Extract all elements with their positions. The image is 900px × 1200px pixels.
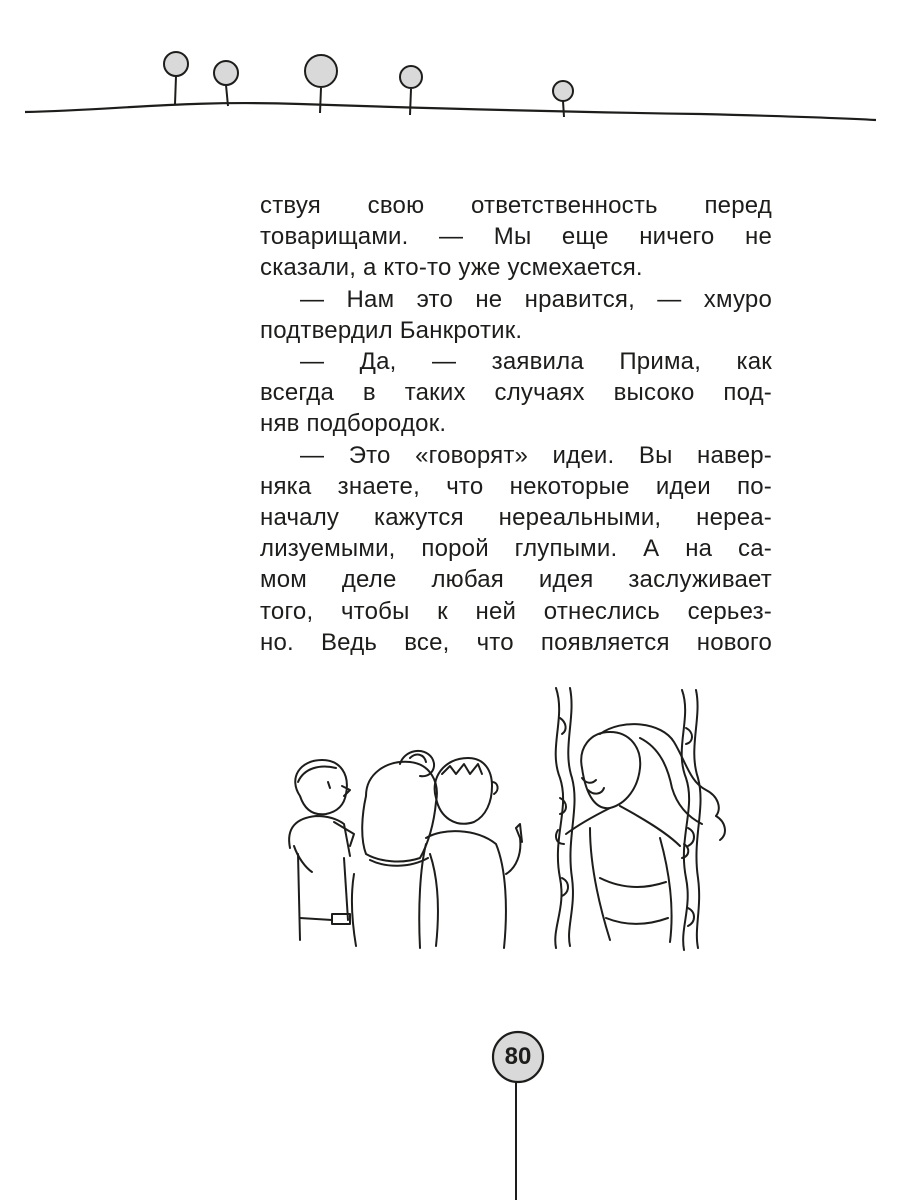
text-line: сказали, а кто-то уже усмехается. — [260, 254, 643, 282]
tree-line-icon — [0, 0, 900, 140]
swing-vines — [555, 688, 700, 950]
boy-left-figure — [289, 760, 354, 940]
text-line: того, чтобы к ней отнеслись серьез- — [260, 597, 772, 625]
woman-on-swing-figure — [556, 724, 725, 942]
text-line: — Это «говорят» идеи. Вы навер- — [300, 441, 772, 469]
text-line: ствуя свою ответственность перед — [260, 192, 772, 219]
text-line: няка знаете, что некоторые идеи по- — [260, 472, 772, 500]
text-line: лизуемыми, порой глупыми. А на са- — [260, 535, 772, 563]
text-line: началу кажутся нереальными, нереа- — [260, 504, 772, 532]
text-line: няв подбородок. — [260, 410, 447, 438]
children-and-woman-on-swing-illustration — [270, 678, 770, 958]
text-line: но. Ведь все, что появляется нового — [260, 628, 772, 656]
text-line: подтвердил Банкротик. — [260, 316, 523, 344]
text-line: всегда в таких случаях высоко под- — [260, 379, 772, 407]
text-line: — Да, — заявила Прима, как — [300, 348, 772, 376]
body-text — [260, 190, 772, 658]
text-line: — Нам это не нравится, — хмуро — [300, 285, 772, 313]
boy-back-figure — [419, 758, 522, 948]
text-line: товарищами. — Мы еще ничего не — [260, 223, 772, 251]
page-number: 80 — [504, 1043, 532, 1070]
text-line: мом деле любая идея заслуживает — [260, 566, 772, 594]
